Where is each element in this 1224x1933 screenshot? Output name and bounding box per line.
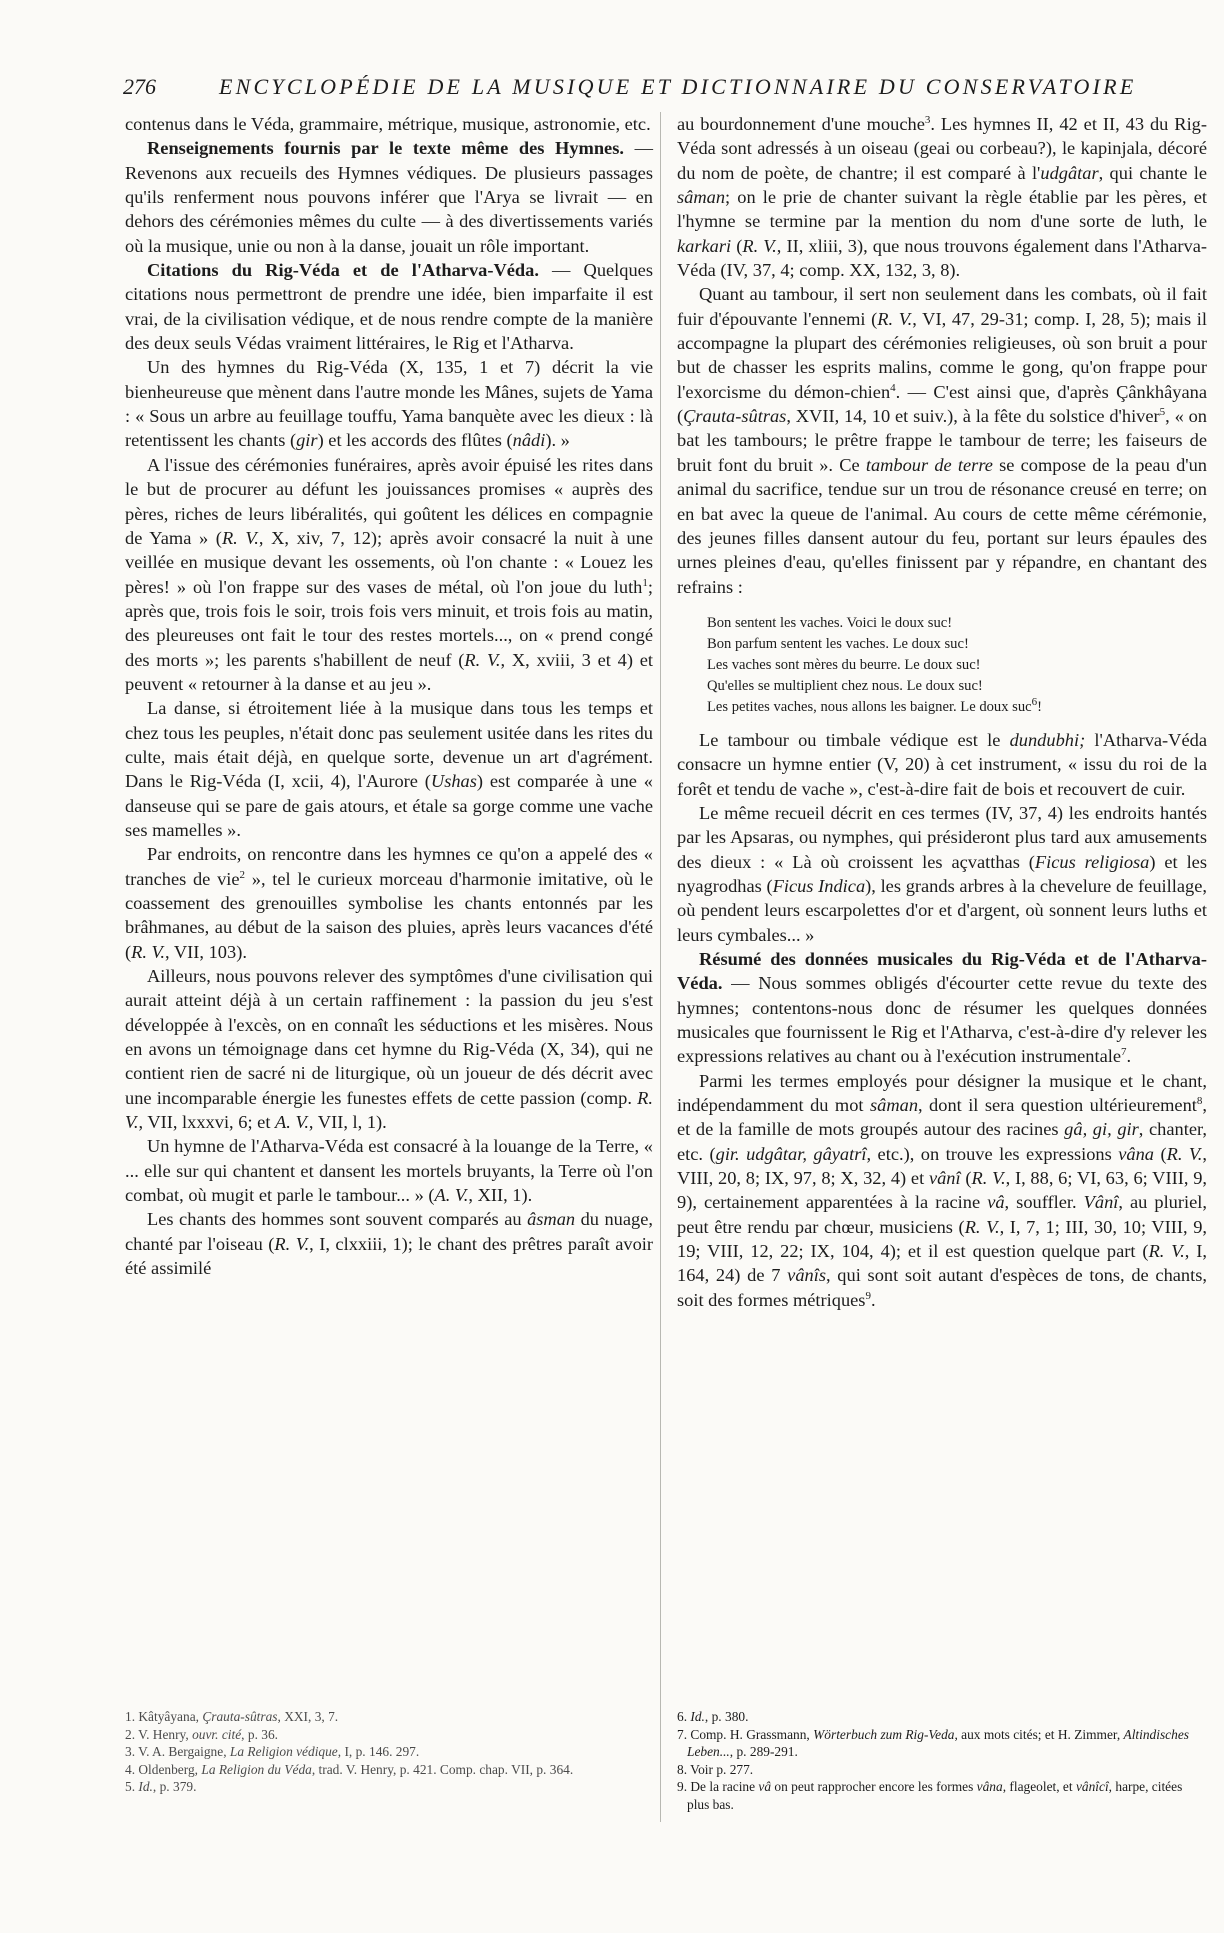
footnote: 1. Kâtyâyana, Çrauta-sûtras, XXI, 3, 7. (125, 1709, 339, 1724)
footnote: 7. Comp. H. Grassmann, Wörterbuch zum Rig-Veda, aux mots cités; et H. Zimmer, Altindisches Leben..., p. 289-291. (677, 1726, 1189, 1759)
footnote: 4. Oldenberg, La Religion du Véda, trad. V. Henry, p. 421. Comp. chap. VII, p. 364. (125, 1761, 574, 1777)
footnote: 9. De la racine vâ on peut rapprocher encore les formes vâna, flageolet, et vânîcî, harpe, citées plus bas. (677, 1779, 1183, 1812)
running-title: ENCYCLOPÉDIE DE LA MUSIQUE ET DICTIONNAIRE DU CONSERVATOIRE (219, 74, 1137, 99)
paragraph: Parmi les termes employés pour désigner la musique et le chant, indépendamment du mot sâman, dont il sera question ultérieurement$^8$, et de la famille de mots groupés autour des racines gâ, gi, gir, chanter, etc. (gir. udgâtar, gâyatrî, etc.), on trouve les expressions vâna (R. V., VIII, 20, 8; IX, 97, 8; X, 32, 4) et vânî (R. V., I, 88, 6; VI, 63, 6; VIII, 9, 9), certainement apparentées à la racine vâ, souffler. Vânî, au pluriel, peut être rendu par chœur, musiciens (R. V., I, 7, 1; III, 30, 10; VIII, 9, 19; VIII, 12, 22; IX, 104, 4); et il est question quelque part (R. V., I, 164, 24) de 7 vânîs, qui sont soit autant d'espèces de tons, de chants, soit des formes métriques$^9$. (677, 1070, 1208, 1310)
footnote-ref: 3 (924, 113, 931, 126)
paragraph: Quant au tambour, il sert non seulement dans les combats, où il fait fuir d'épouvante l'ennemi (R. V., VI, 47, 29-31; comp. I, 28, 5); mais il accompagne la plupart des cérémonies religieuses, où son bruit a pour but de chasser les esprits malins, comme le gong, qu'on frappe pour l'exorcisme du démon-chien$^4$. — C'est ainsi que, d'après Çânkhâyana (Çrauta-sûtras, XVII, 14, 10 et suiv.), à la fête du solstice d'hiver$^5$, « on bat les tambours; le prêtre frappe le tambour de terre; les faiseurs de bruit font du bruit ». Ce tambour de terre se compose de la peau d'un animal du sacrifice, tendue sur un trou de résonance creusé en terre; on en bat avec la queue de l'animal. Au cours de cette même cérémonie, des jeunes filles dansent autour du feu, portant sur leurs épaules des urnes pleines d'eau, qu'elles finissent par y répandre, en chantant des refrains : (677, 284, 1207, 597)
paragraph: A l'issue des cérémonies funéraires, après avoir épuisé les rites dans le but de procurer au défunt les jouissances promises « auprès des pères, riches de leurs libéralités, qui goûtent les délices en compagnie de Yama » (R. V., X, xiv, 7, 12); après avoir consacré la nuit à une veillée en musique devant les ossements, où l'on chante : « Louez les pères! » où l'on frappe sur des vases de métal, où l'on joue du luth$^1$; après que, trois fois le soir, trois fois vers minuit, et trois fois au matin, des pleureuses ont fait le tour des restes mortels..., on « prend congé des morts »; les parents s'habillent de neuf (R. V., X, xviii, 3 et 4) et peuvent « retourner à la danse et au jeu ». (125, 454, 654, 694)
footnote-ref: 7 (1121, 1046, 1127, 1059)
paragraph: La danse, si étroitement liée à la musique dans tous les temps et chez tous les peuples, n'était donc pas seulement usitée dans les rites du culte, mais était déjà, en quelque sorte, devenue un art d'agrément. Dans le Rig-Véda (I, xcii, 4), l'Aurore (Ushas) est comparée à une « danseuse qui se pare de gais atours, et étale sa gorge comme une vache ses mamelles ». (125, 698, 653, 840)
verse-line: Qu'elles se multiplient chez nous. Le doux suc! (707, 677, 983, 694)
paragraph: Résumé des données musicales du Rig-Véda et de l'Atharva-Véda. — Nous sommes obligés d'écourter cette revue du texte des hymnes; contentons-nous donc de résumer les quelques données musicales que fournissent le Rig et l'Atharva, c'est-à-dire d'y relever les expressions relatives au chant ou à l'exécution instrumentale$^7$. (677, 948, 1207, 1067)
footnote-ref: 2 (239, 868, 246, 881)
paragraph: Les chants des hommes sont souvent comparés au âsman du nuage, chanté par l'oiseau (R. V., I, clxxiii, 1); le chant des prêtres paraît avoir été assimilé (125, 1209, 654, 1279)
verse-line: Bon sentent les vaches. Voici le doux suc! (707, 614, 953, 631)
verse-block (707, 613, 1207, 718)
footnote-ref: 4 (890, 381, 896, 394)
section-heading: Citations du Rig-Véda et de l'Atharva-Véda. (147, 260, 539, 281)
footnote: 5. Id., p. 379. (125, 1779, 197, 1794)
paragraph: contenus dans le Véda, grammaire, métrique, musique, astronomie, etc. (125, 114, 651, 134)
footnote-ref: 5 (1159, 406, 1166, 418)
paragraph: Citations du Rig-Véda et de l'Atharva-Véda. — Quelques citations nous permettront de prendre une idée, bien imparfaite il est vrai, de la civilisation védique, et de nous rendre compte de la manière des deux seuls Védas vraiment littéraires, le Rig et l'Atharva. (125, 260, 653, 354)
paragraph: au bourdonnement d'une mouche$^3$. Les hymnes II, 42 et II, 43 du Rig-Véda sont adressés à un oiseau (geai ou corbeau?), le kapinjala, décoré du nom de poète, de chantre; il est comparé à l'udgâtar, qui chante le sâman; on le prie de chanter suivant la règle établie par les pères, et l'hymne se termine par la mention du nom d'une sorte de luth, le karkari (R. V., II, xliii, 3), que nous trouvons également dans l'Atharva-Véda (IV, 37, 4; comp. XX, 132, 3, 8). (677, 113, 1208, 281)
paragraph: Renseignements fournis par le texte même des Hymnes. — Revenons aux recueils des Hymnes védiques. De plusieurs passages qu'ils renferment nous pouvons inférer que l'Arya se livrait — en dehors des cérémonies mêmes du culte — à des divertissements variés où la musique, unie ou non à la danse, jouait un rôle important. (125, 138, 653, 256)
footnotes-right (677, 1708, 1207, 1813)
paragraph: Ailleurs, nous pouvons relever des symptômes d'une civilisation qui aurait atteint déjà à un certain raffinement : la passion du jeu s'est développée à l'excès, on en connaît les séductions et les misères. Nous en avons un témoignage dans cet hymne du Rig-Véda (X, 34), qui ne contient rien de sacré ni de liturgique, où un joueur de dés décrit avec une incomparable énergie les funestes effets de cette passion (comp. R. V., VII, lxxxvi, 6; et A. V., VII, l, 1). (125, 966, 653, 1133)
verse-line: Les vaches sont mères du beurre. Le doux suc! (707, 656, 981, 673)
paragraph: Par endroits, on rencontre dans les hymnes ce qu'on a appelé des « tranches de vie$^2$ », tel le curieux morceau d'harmonie imitative, où le coassement des grenouilles symbolise les chants entonnés par les brâhmanes, au début de la saison des pluies, après leurs vacances d'été (R. V., VII, 103). (125, 844, 654, 962)
footnote-ref: 8 (1196, 1094, 1203, 1107)
paragraph: Le tambour ou timbale védique est le dundubhi; l'Atharva-Véda consacre un hymne entier (V, 20) à cet instrument, « issu du roi de la forêt et tendu de vache », c'est-à-dire fait de bois et recouvert de cuir. (677, 729, 1207, 799)
paragraph: Un hymne de l'Atharva-Véda est consacré à la louange de la Terre, « ... elle sur qui chantent et dansent les mortels bruyants, la Terre où l'on combat, où mugit et parle le tambour... » (A. V., XII, 1). (125, 1136, 653, 1206)
page-number: 276 (123, 74, 156, 99)
footnote-ref: 6 (1031, 696, 1038, 709)
section-heading: Résumé des données musicales du Rig-Véda et de l'Atharva-Véda. (677, 948, 1207, 994)
right-column (677, 112, 1207, 1312)
left-column (125, 112, 653, 1281)
paragraph: Un des hymnes du Rig-Véda (X, 135, 1 et 7) décrit la vie bienheureuse que mènent dans l'autre monde les Mânes, sujets de Yama : « Sous un arbre au feuillage touffu, Yama banquète avec les dieux : là retentissent les chants (gir) et les accords des flûtes (nâdi). » (125, 357, 653, 451)
footnote: 2. V. Henry, ouvr. cité, p. 36. (125, 1726, 278, 1742)
verse-line: Les petites vaches, nous allons les baigner. Le doux suc$^6$! (707, 696, 1043, 715)
page-header (123, 74, 1215, 100)
paragraph: Le même recueil décrit en ces termes (IV, 37, 4) les endroits hantés par les Apsaras, ou nymphes, qui présideront plus tard aux amusements des dieux : « Là où croissent les açvatthas (Ficus religiosa) et les nyagrodhas (Ficus Indica), les grands arbres à la chevelure de feuillage, où pendent leurs escarpolettes d'or et d'argent, où sonnent leurs luths et leurs cymbales... » (677, 802, 1207, 945)
column-divider (660, 112, 661, 1822)
footnote: 3. V. A. Bergaigne, La Religion védique, I, p. 146. 297. (125, 1744, 420, 1759)
footnote-ref: 9 (865, 1289, 871, 1302)
footnote-ref: 1 (642, 576, 648, 589)
section-heading: Renseignements fournis par le texte même des Hymnes. (147, 138, 624, 159)
footnote: 6. Id., p. 380. (677, 1709, 749, 1724)
footnote: 8. Voir p. 277. (677, 1761, 754, 1777)
verse-line: Bon parfum sentent les vaches. Le doux suc! (707, 635, 969, 652)
footnotes-left (125, 1708, 645, 1796)
